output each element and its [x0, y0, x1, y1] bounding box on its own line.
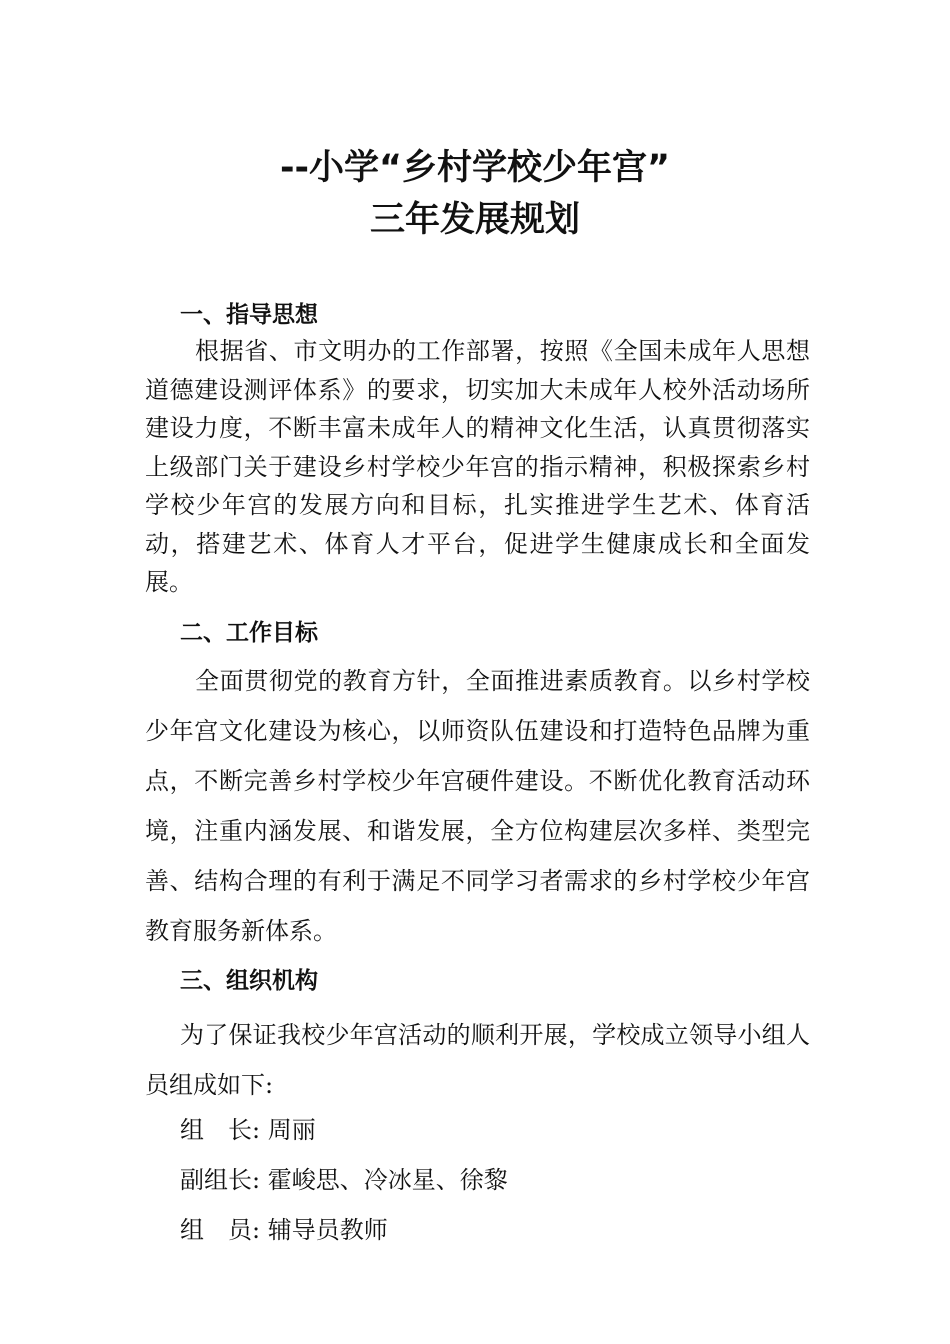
section-body-work-goals: 全面贯彻党的教育方针，全面推进素质教育。以乡村学校少年宫文化建设为核心，以师资队伍建设和打造特色品牌为重点，不断完善乡村学校少年宫硬件建设。不断优化教育活动环境，注重内涵发展、和谐发展，全方位构建层次多样、类型完善、结构合理的有利于满足不同学习者需求的乡村学校少年宫教育服务新体系。 [145, 667, 810, 945]
section-heading-organization: 三、组织机构 [180, 968, 318, 994]
member-leader: 组 长: 周丽 [180, 1116, 316, 1144]
document-title-line2: 三年发展规划 [369, 200, 580, 240]
member-deputy-leader: 副组长: 霍峻思、冷冰星、徐黎 [180, 1166, 508, 1194]
section-heading-work-goals: 二、工作目标 [180, 620, 318, 646]
member-staff: 组 员: 辅导员教师 [180, 1216, 388, 1244]
section-heading-guiding-thought: 一、指导思想 [180, 302, 318, 328]
document-title-line1: --小学“乡村学校少年宫” [279, 148, 671, 188]
section-body-guiding-thought: 根据省、市文明办的工作部署，按照《全国未成年人思想道德建设测评体系》的要求，切实加大未成年人校外活动场所建设力度，不断丰富未成年人的精神文化生活，认真贯彻落实上级部门关于建设乡村学校少年宫的指示精神，积极探索乡村学校少年宫的发展方向和目标，扎实推进学生艺术、体育活动，搭建艺术、体育人才平台，促进学生健康成长和全面发展。 [145, 337, 810, 596]
section-body-organization: 为了保证我校少年宫活动的顺利开展，学校成立领导小组人员组成如下: [145, 1021, 810, 1099]
